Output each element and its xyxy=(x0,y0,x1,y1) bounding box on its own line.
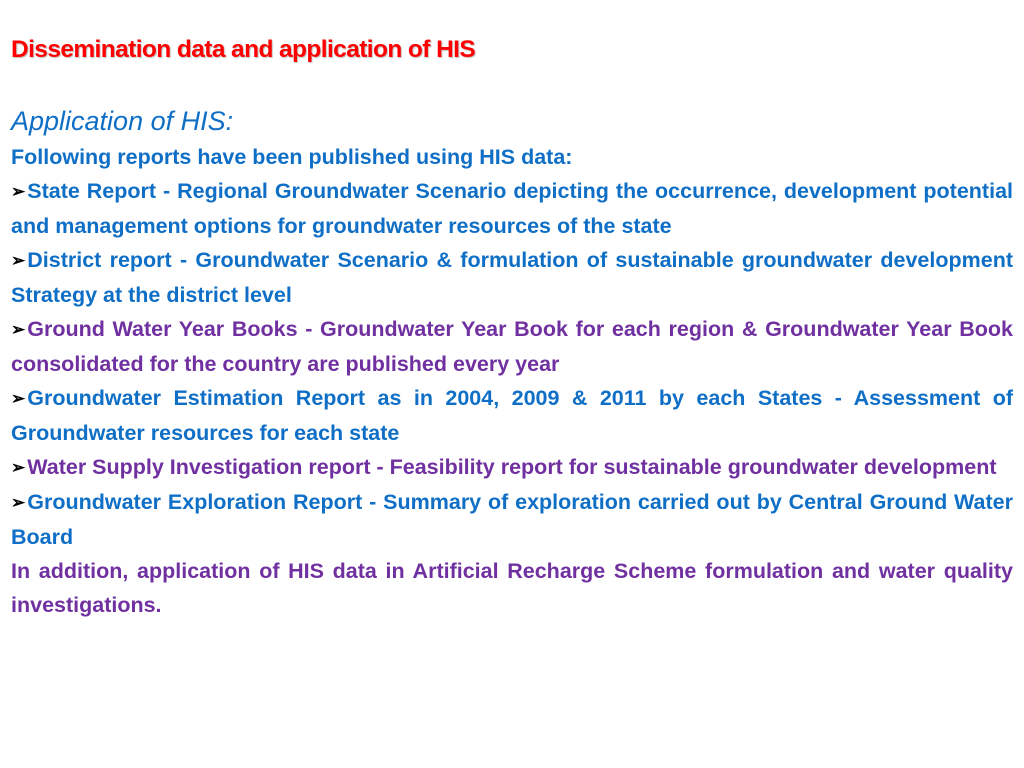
arrow-bullet-icon: ➢ xyxy=(11,389,26,408)
bullet-item-text: District report - Groundwater Scenario & formulation of sustainable groundwater development Strategy at the district level xyxy=(11,248,1013,307)
bullet-item-text: State Report - Regional Groundwater Scenario depicting the occurrence, development potential and management options for groundwater resources of the state xyxy=(11,179,1013,238)
arrow-bullet-icon: ➢ xyxy=(11,251,26,270)
arrow-bullet-icon: ➢ xyxy=(11,182,26,201)
bullet-item-state-report xyxy=(11,174,1013,243)
arrow-bullet-icon: ➢ xyxy=(11,320,26,339)
slide-content xyxy=(11,104,1013,622)
bullet-item-exploration-report xyxy=(11,485,1013,554)
intro-text: Following reports have been published using HIS data: xyxy=(11,145,573,169)
bullet-item-water-supply-report xyxy=(11,450,1013,485)
bullet-item-district-report xyxy=(11,243,1013,312)
bullet-item-year-books xyxy=(11,312,1013,381)
slide-title: Dissemination data and application of HIS xyxy=(11,36,476,63)
bullet-item-text: Groundwater Exploration Report - Summary of exploration carried out by Central Ground Water Board xyxy=(11,490,1013,549)
bullet-item-text: Water Supply Investigation report - Feasibility report for sustainable groundwater development xyxy=(27,455,997,479)
bullet-item-estimation-report xyxy=(11,381,1013,450)
arrow-bullet-icon: ➢ xyxy=(11,458,26,477)
bullet-item-text: Groundwater Estimation Report as in 2004, 2009 & 2011 by each States - Assessment of Groundwater resources for each state xyxy=(11,386,1013,445)
closing-paragraph: In addition, application of HIS data in Artificial Recharge Scheme formulation and water quality investigations. xyxy=(11,559,1013,617)
subheading: Application of HIS: xyxy=(11,106,234,136)
bullet-item-text: Ground Water Year Books - Groundwater Year Book for each region & Groundwater Year Book consolidated for the country are published every year xyxy=(11,317,1013,376)
arrow-bullet-icon: ➢ xyxy=(11,493,26,512)
